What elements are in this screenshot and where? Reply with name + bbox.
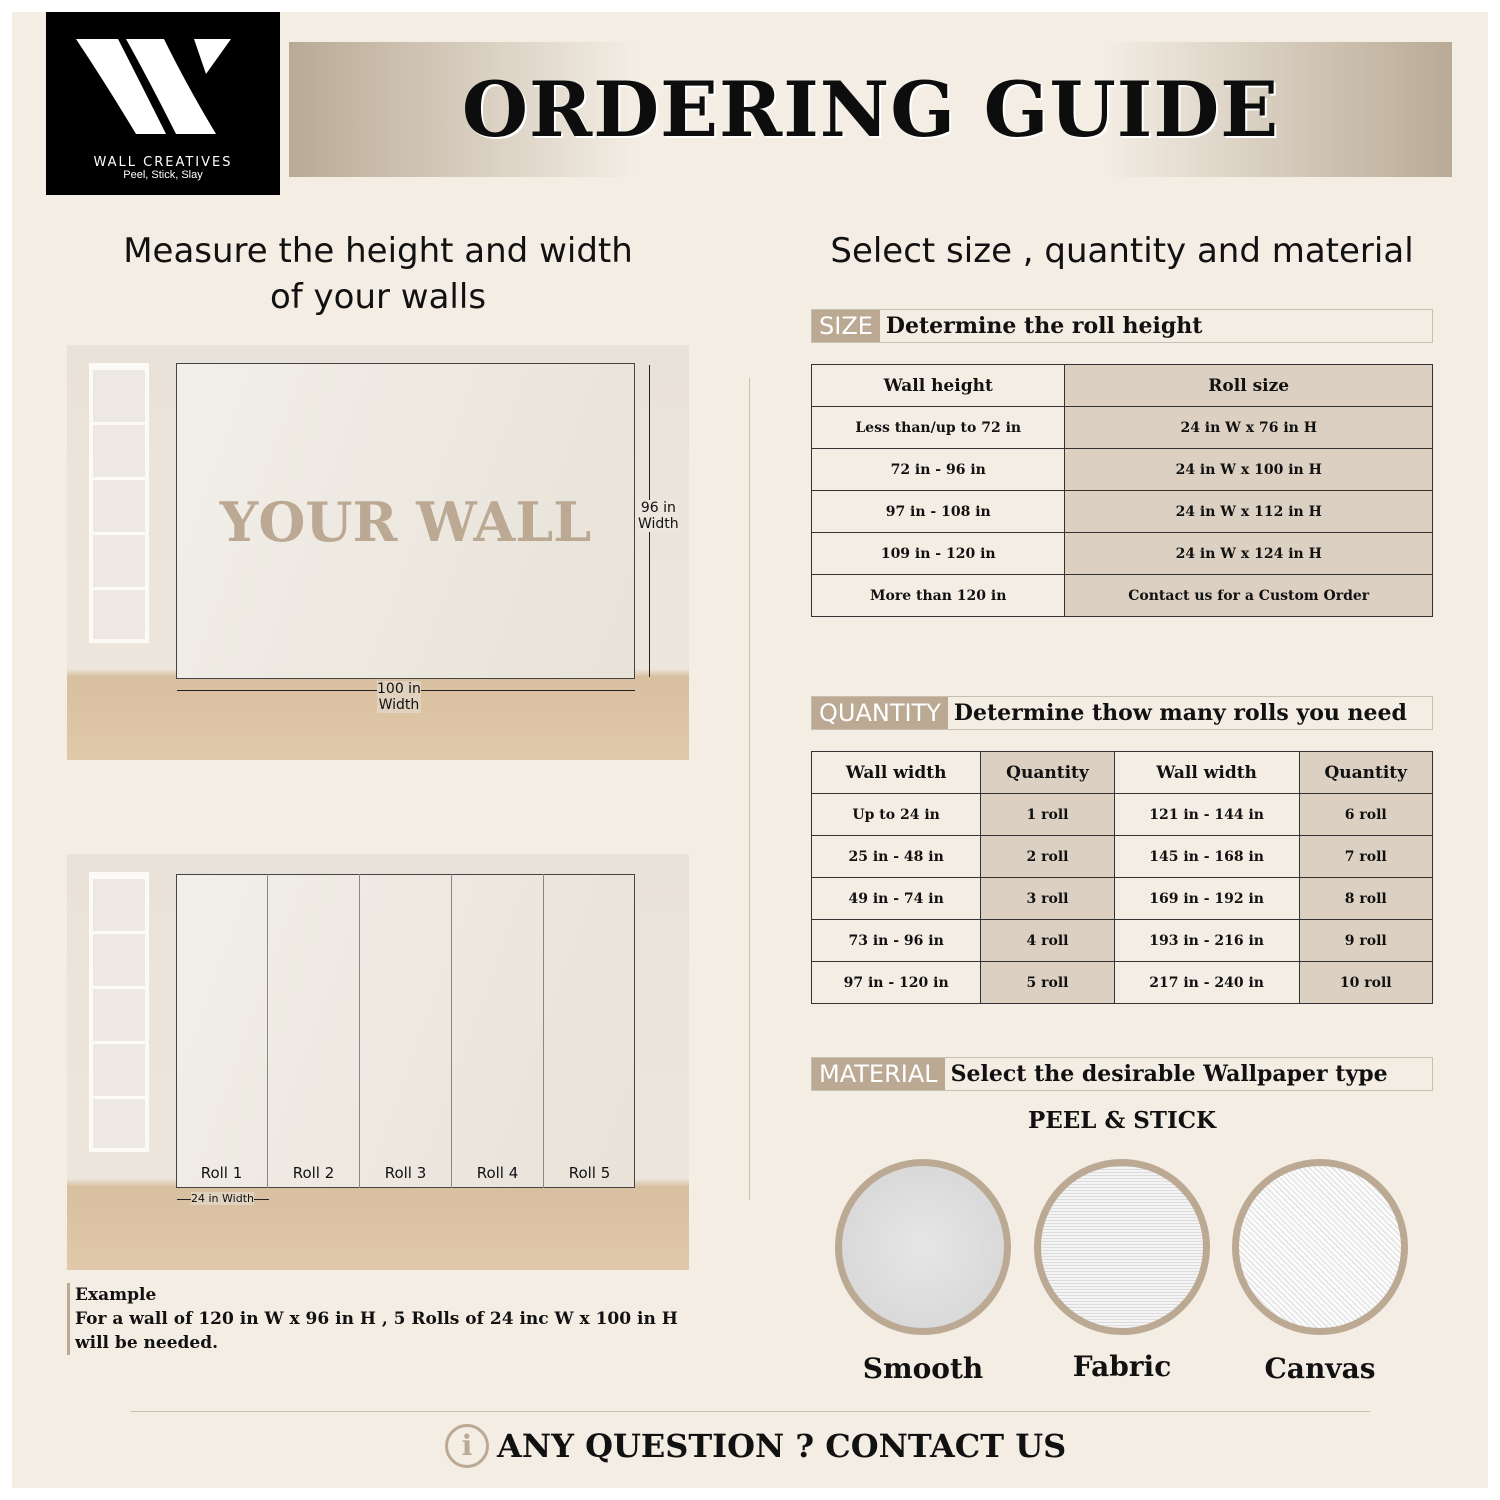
smooth-label: Smooth [862, 1352, 984, 1385]
roll-label: Roll 3 [384, 1164, 427, 1182]
brand-logo [46, 12, 280, 195]
height-dimension: 96 in Width [638, 500, 679, 532]
table-row [812, 878, 1433, 920]
column-header: Quantity [1299, 752, 1433, 794]
table-cell: Contact us for a Custom Order [1065, 575, 1433, 617]
roll-panel [360, 874, 452, 1188]
table-cell: 109 in - 120 in [812, 533, 1065, 575]
roll-panel [544, 874, 635, 1188]
smooth-swatch[interactable] [835, 1159, 1011, 1335]
table-cell: 72 in - 96 in [812, 449, 1065, 491]
table-cell: 24 in W x 124 in H [1065, 533, 1433, 575]
roll-panel [176, 874, 268, 1188]
w-logo-icon [76, 34, 250, 144]
table-cell: 97 in - 108 in [812, 491, 1065, 533]
roll-panel [452, 874, 544, 1188]
table-cell: 9 roll [1299, 920, 1433, 962]
table-row [812, 449, 1433, 491]
page-title: ORDERING GUIDE [461, 65, 1280, 154]
table-cell: 24 in W x 76 in H [1065, 407, 1433, 449]
table-cell: 145 in - 168 in [1114, 836, 1299, 878]
fabric-swatch[interactable] [1034, 1159, 1210, 1335]
fabric-label: Fabric [1072, 1350, 1172, 1383]
width-dimension: 100 in Width [377, 681, 421, 713]
table-header-row [812, 752, 1433, 794]
size-table [811, 364, 1433, 617]
column-header: Wall height [812, 365, 1065, 407]
info-icon: i [445, 1424, 489, 1468]
table-cell: Less than/up to 72 in [812, 407, 1065, 449]
brand-tagline: Peel, Stick, Slay [123, 169, 203, 181]
select-heading: Select size , quantity and material [830, 231, 1414, 271]
table-cell: 3 roll [981, 878, 1114, 920]
canvas-swatch[interactable] [1232, 1159, 1408, 1335]
roll-label: Roll 4 [476, 1164, 519, 1182]
your-wall-label: YOUR WALL [219, 490, 592, 554]
table-cell: 24 in W x 112 in H [1065, 491, 1433, 533]
contact-us-link[interactable]: ANY QUESTION ? CONTACT US [497, 1427, 1067, 1465]
table-cell: Up to 24 in [812, 794, 981, 836]
table-cell: 25 in - 48 in [812, 836, 981, 878]
roll-label: Roll 5 [568, 1164, 611, 1182]
table-cell: 217 in - 240 in [1114, 962, 1299, 1004]
quantity-table [811, 751, 1433, 1004]
footer-divider [130, 1411, 1370, 1412]
table-row [812, 491, 1433, 533]
canvas-label: Canvas [1264, 1352, 1376, 1385]
table-row [812, 962, 1433, 1004]
table-header-row [812, 365, 1433, 407]
roll-label: Roll 2 [292, 1164, 335, 1182]
brand-name: WALL CREATIVES [93, 155, 233, 170]
measure-heading: Measure the height and width of your walls [123, 231, 633, 317]
table-row [812, 407, 1433, 449]
table-cell: 2 roll [981, 836, 1114, 878]
roll-width-label: 24 in Width [191, 1192, 254, 1205]
table-row [812, 836, 1433, 878]
peel-stick-label: PEEL & STICK [1027, 1107, 1217, 1134]
quantity-section-header: QUANTITY Determine thow many rolls you need [811, 696, 1433, 730]
column-header: Quantity [981, 752, 1114, 794]
column-header: Wall width [1114, 752, 1299, 794]
rolls-example-image [67, 854, 689, 1270]
table-cell: 73 in - 96 in [812, 920, 981, 962]
table-cell: 6 roll [1299, 794, 1433, 836]
table-cell: 193 in - 216 in [1114, 920, 1299, 962]
column-divider [749, 378, 750, 1200]
wall-measure-image [67, 345, 689, 760]
table-cell: 121 in - 144 in [1114, 794, 1299, 836]
table-cell: More than 120 in [812, 575, 1065, 617]
material-section-header: MATERIAL Select the desirable Wallpaper type [811, 1057, 1433, 1091]
table-cell: 10 roll [1299, 962, 1433, 1004]
roll-panel [268, 874, 360, 1188]
table-row [812, 794, 1433, 836]
table-row [812, 920, 1433, 962]
table-row [812, 533, 1433, 575]
roll-label: Roll 1 [200, 1164, 243, 1182]
table-cell: 49 in - 74 in [812, 878, 981, 920]
table-cell: 97 in - 120 in [812, 962, 981, 1004]
table-cell: 4 roll [981, 920, 1114, 962]
table-cell: 8 roll [1299, 878, 1433, 920]
table-cell: 5 roll [981, 962, 1114, 1004]
size-section-header: SIZE Determine the roll height [811, 309, 1433, 343]
table-row [812, 575, 1433, 617]
table-cell: 1 roll [981, 794, 1114, 836]
column-header: Wall width [812, 752, 981, 794]
column-header: Roll size [1065, 365, 1433, 407]
table-cell: 7 roll [1299, 836, 1433, 878]
table-cell: 169 in - 192 in [1114, 878, 1299, 920]
title-banner [289, 42, 1452, 177]
table-cell: 24 in W x 100 in H [1065, 449, 1433, 491]
example-note: Example For a wall of 120 in W x 96 in H , 5 Rolls of 24 inc W x 100 in H will be needed. [67, 1283, 678, 1355]
